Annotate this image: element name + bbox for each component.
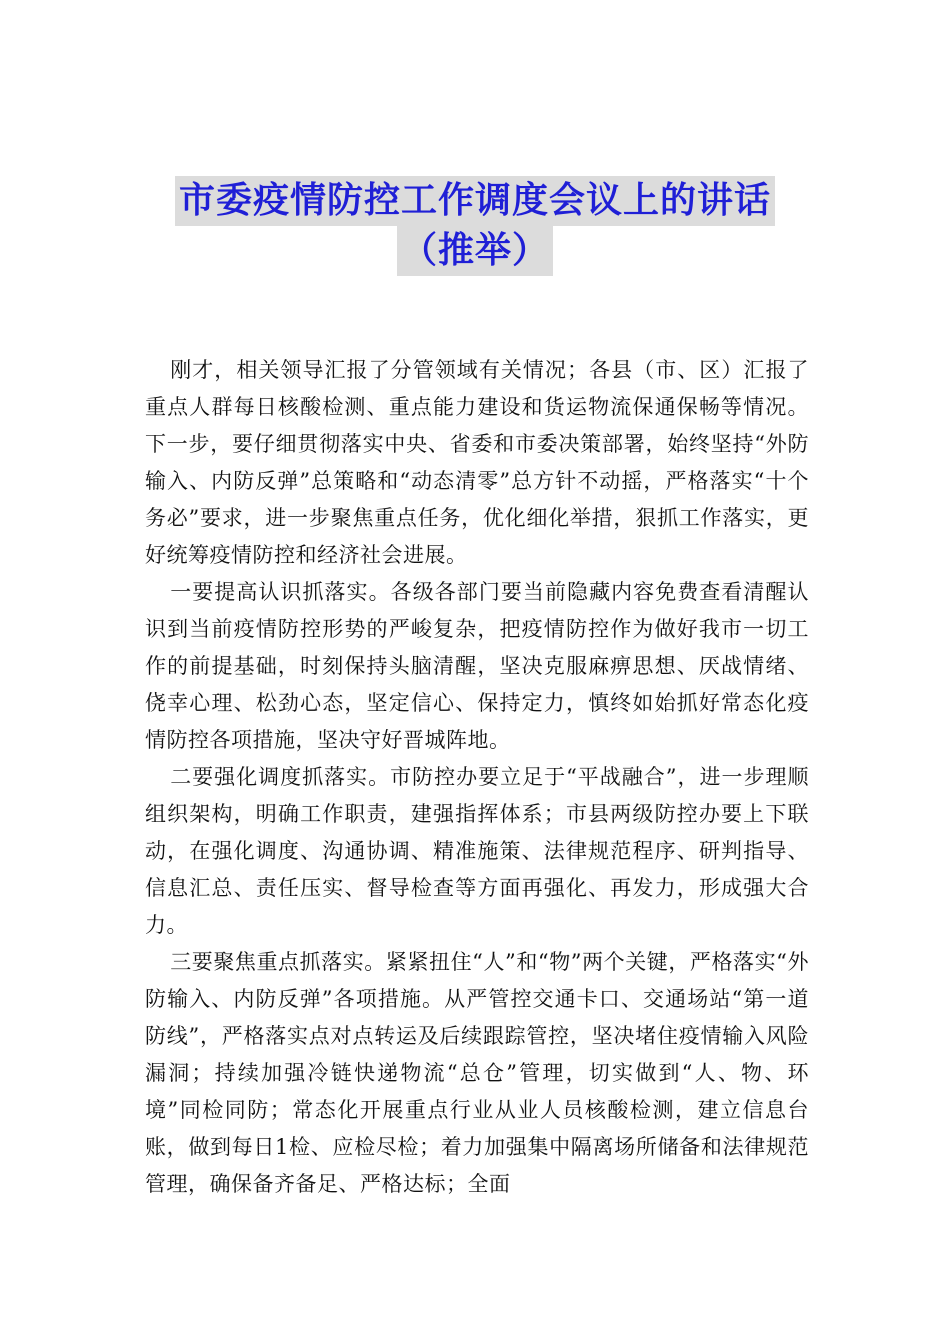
document-body — [145, 352, 809, 1203]
paragraph-1: 一要提高认识抓落实。各级各部门要当前隐藏内容免费查看清醒认识到当前疫情防控形势的严峻复杂，把疫情防控作为做好我市一切工作的前提基础，时刻保持头脑清醒，坚决克服麻痹思想、厌战情绪、侥幸心理、松劲心态，坚定信心、保持定力，慎终如始抓好常态化疫情防控各项措施，坚决守好晋城阵地。 — [145, 580, 809, 752]
paragraph-3: 三要聚焦重点抓落实。紧紧扭住“人”和“物”两个关键，严格落实“外防输入、内防反弹”各项措施。从严管控交通卡口、交通场站“第一道防线”，严格落实点对点转运及后续跟踪管控，坚决堵住疫情输入风险漏洞；持续加强冷链快递物流“总仓”管理，切实做到“人、物、环境”同检同防；常态化开展重点行业从业人员核酸检测，建立信息台账，做到每日1检、应检尽检；着力加强集中隔离场所储备和法律规范管理，确保备齐备足、严格达标；全面 — [145, 950, 809, 1196]
paragraph-intro: 刚才，相关领导汇报了分管领域有关情况；各县（市、区）汇报了重点人群每日核酸检测、重点能力建设和货运物流保通保畅等情况。下一步，要仔细贯彻落实中央、省委和市委决策部署，始终坚持“外防输入、内防反弹”总策略和“动态清零”总方针不动摇，严格落实“十个务必”要求，进一步聚焦重点任务，优化细化举措，狠抓工作落实，更好统筹疫情防控和经济社会进展。 — [145, 358, 809, 567]
document-title — [0, 176, 950, 276]
paragraph-2: 二要强化调度抓落实。市防控办要立足于“平战融合”，进一步理顺组织架构，明确工作职责，建强指挥体系；市县两级防控办要上下联动，在强化调度、沟通协调、精准施策、法律规范程序、研判指导、信息汇总、责任压实、督导检查等方面再强化、再发力，形成强大合力。 — [145, 765, 809, 937]
title-line-2: （推举） — [397, 226, 553, 276]
title-line-1: 市委疫情防控工作调度会议上的讲话 — [175, 176, 775, 226]
